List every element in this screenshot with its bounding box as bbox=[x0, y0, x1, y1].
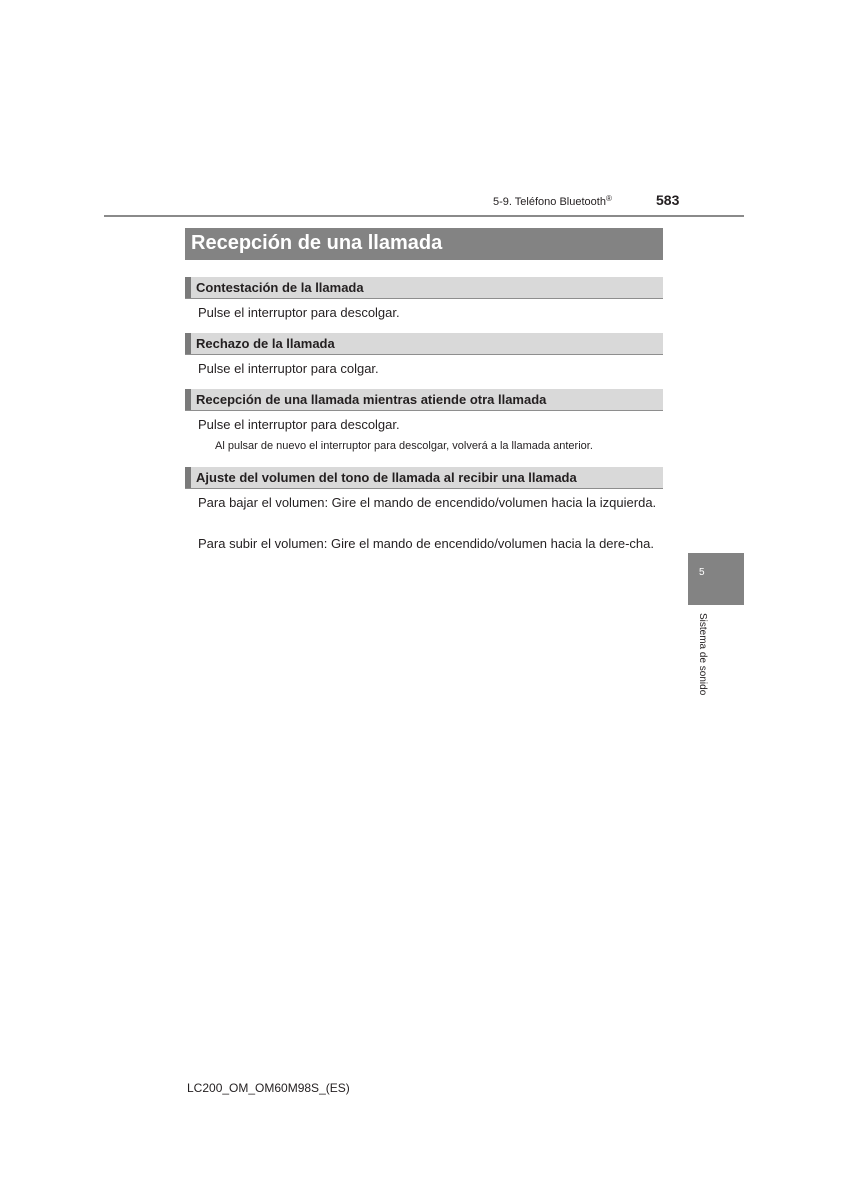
chapter-tab bbox=[688, 553, 744, 605]
section-heading-call-waiting: Recepción de una llamada mientras atiende otra llamada bbox=[185, 389, 663, 411]
section-note-call-waiting: Al pulsar de nuevo el interruptor para descolgar, volverá a la llamada anterior. bbox=[215, 440, 593, 452]
page-number: 583 bbox=[656, 192, 680, 208]
document-code: LC200_OM_OM60M98S_(ES) bbox=[187, 1081, 350, 1095]
header-divider bbox=[104, 215, 744, 217]
chapter-label: Sistema de sonido bbox=[697, 613, 708, 696]
section-text-reject: Pulse el interruptor para colgar. bbox=[198, 361, 379, 376]
running-header bbox=[493, 194, 612, 208]
section-heading-answer: Contestación de la llamada bbox=[185, 277, 663, 299]
section-heading-reject: Rechazo de la llamada bbox=[185, 333, 663, 355]
section-label: 5-9. Teléfono Bluetooth bbox=[493, 196, 606, 208]
section-heading-ringtone-volume: Ajuste del volumen del tono de llamada al recibir una llamada bbox=[185, 467, 663, 489]
page-title: Recepción de una llamada bbox=[185, 228, 663, 260]
section-text-volume-down: Para bajar el volumen: Gire el mando de encendido/volumen hacia la izquierda. bbox=[198, 495, 657, 510]
section-text-volume-up: Para subir el volumen: Gire el mando de encendido/volumen hacia la dere-cha. bbox=[198, 536, 654, 551]
registered-mark: ® bbox=[605, 194, 612, 203]
chapter-number: 5 bbox=[699, 567, 705, 578]
section-text-answer: Pulse el interruptor para descolgar. bbox=[198, 305, 400, 320]
section-text-call-waiting: Pulse el interruptor para descolgar. bbox=[198, 417, 400, 432]
